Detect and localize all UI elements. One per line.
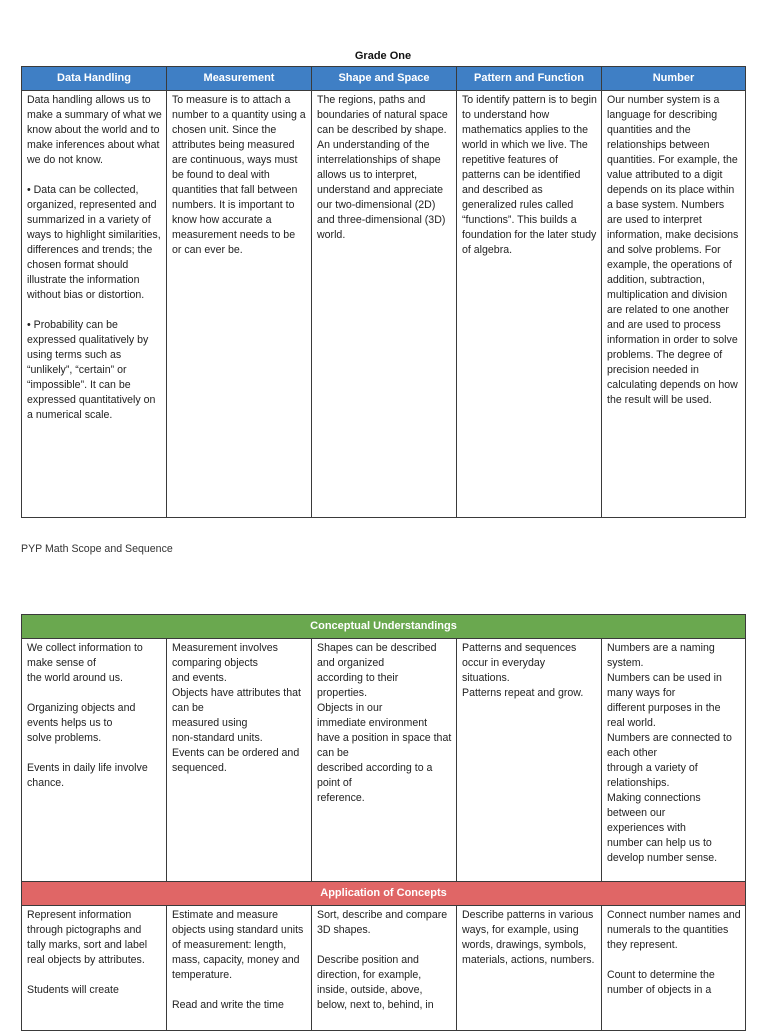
conceptual-paragraph: We collect information to make sense of the world around us. [27,642,143,684]
application-number [602,906,746,1031]
application-measurement [167,906,312,1031]
conceptual-paragraph: Events in daily life involve chance. [27,762,148,789]
strand-header-number: Number [602,67,746,91]
conceptual-paragraph: Organizing objects and events helps us to solve problems. [27,702,136,744]
strand-header-pattern-and-function: Pattern and Function [457,67,602,91]
description-paragraph: To measure is to attach a number to a quantity using a chosen unit. Since the attributes being measured are continuous, ways must be found to deal with quantities that fall between numbers. It is important to know how accurate a measurement needs to be or can ever be. [172,94,306,256]
application-paragraph: Estimate and measure objects using standard units of measurement: length, mass, capacity, money and temperature. [172,909,304,981]
application-paragraph: Connect number names and numerals to the quantities they represent. [607,909,741,951]
conceptual-pattern-and-function [457,639,602,882]
conceptual-number [602,639,746,882]
description-pattern-and-function [457,91,602,518]
strand-header-shape-and-space: Shape and Space [312,67,457,91]
description-measurement [167,91,312,518]
application-data-handling [22,906,167,1031]
description-shape-and-space [312,91,457,518]
application-heading-row [22,882,746,906]
conceptual-understandings-heading: Conceptual Understandings [22,615,746,639]
application-paragraph: Describe patterns in various ways, for example, using words, drawings, symbols, materials, actions, numbers. [462,909,595,966]
description-paragraph: The regions, paths and boundaries of natural space can be described by shape. An understanding of the interrelationships of shape allows us to interpret, understand and appreciate our two-dimensional (2D) and three-dimensional (3D) world. [317,94,448,241]
application-paragraph: Sort, describe and compare 3D shapes. [317,909,448,936]
strand-description-row [22,91,746,518]
description-data-handling [22,91,167,518]
conceptual-shape-and-space [312,639,457,882]
strand-header-data-handling: Data Handling [22,67,167,91]
strand-header-measurement: Measurement [167,67,312,91]
strand-header-row [22,67,746,91]
concepts-table [21,614,746,1031]
application-paragraph: Count to determine the number of objects in a [607,969,715,996]
application-paragraph: Describe position and direction, for example, inside, outside, above, below, next to, behind, in [317,954,434,1011]
page-footer: PYP Math Scope and Sequence [21,543,173,555]
conceptual-paragraph: Numbers are a naming system. Numbers can be used in many ways for different purposes in the real world. Numbers are connected to each other through a variety of relationships. Making connections between our experiences with number can help us to develop number sense. [607,642,732,864]
conceptual-paragraph: Shapes can be described and organized according to their properties. Objects in our immediate environment have a position in space that can be described according to a point of reference. [317,642,452,804]
application-paragraph: Read and write the time [172,999,284,1011]
description-paragraph: To identify pattern is to begin to understand how mathematics applies to the world in which we live. The repetitive features of patterns can be identified and described as generalized rules called “functions”. This builds a foundation for the later study of algebra. [462,94,597,256]
application-paragraph: Students will create [27,984,119,996]
application-pattern-and-function [457,906,602,1031]
application-paragraph: Represent information through pictographs and tally marks, sort and label real objects by attributes. [27,909,148,966]
conceptual-data-handling [22,639,167,882]
description-paragraph: Data handling allows us to make a summary of what we know about the world and to make inferences about what we do not know. [27,94,162,166]
strand-description-table [21,66,746,518]
description-number [602,91,746,518]
conceptual-paragraph: Measurement involves comparing objects and events. Objects have attributes that can be measured using non-standard units. Events can be ordered and sequenced. [172,642,301,774]
application-row [22,906,746,1031]
description-paragraph: • Data can be collected, organized, represented and summarized in a variety of ways to highlight similarities, differences and trends; the chosen format should illustrate the information without bias or distortion. [27,184,161,301]
conceptual-row [22,639,746,882]
conceptual-paragraph: Patterns and sequences occur in everyday situations. Patterns repeat and grow. [462,642,584,699]
description-paragraph: • Probability can be expressed qualitatively by using terms such as “unlikely”, “certain” or “impossible”. It can be expressed quantitatively on a numerical scale. [27,319,156,421]
description-paragraph: Our number system is a language for describing quantities and the relationships between quantities. For example, the value attributed to a digit depends on its place within a base system. Numbers are used to interpret information, make decisions and solve problems. For example, the operations of addition, subtraction, multiplication and division are related to one another and are used to process information in order to solve problems. The degree of precision needed in calculating depends on how the result will be used. [607,94,739,406]
conceptual-heading-row [22,615,746,639]
conceptual-measurement [167,639,312,882]
application-of-concepts-heading: Application of Concepts [22,882,746,906]
grade-title: Grade One [354,50,412,62]
application-shape-and-space [312,906,457,1031]
